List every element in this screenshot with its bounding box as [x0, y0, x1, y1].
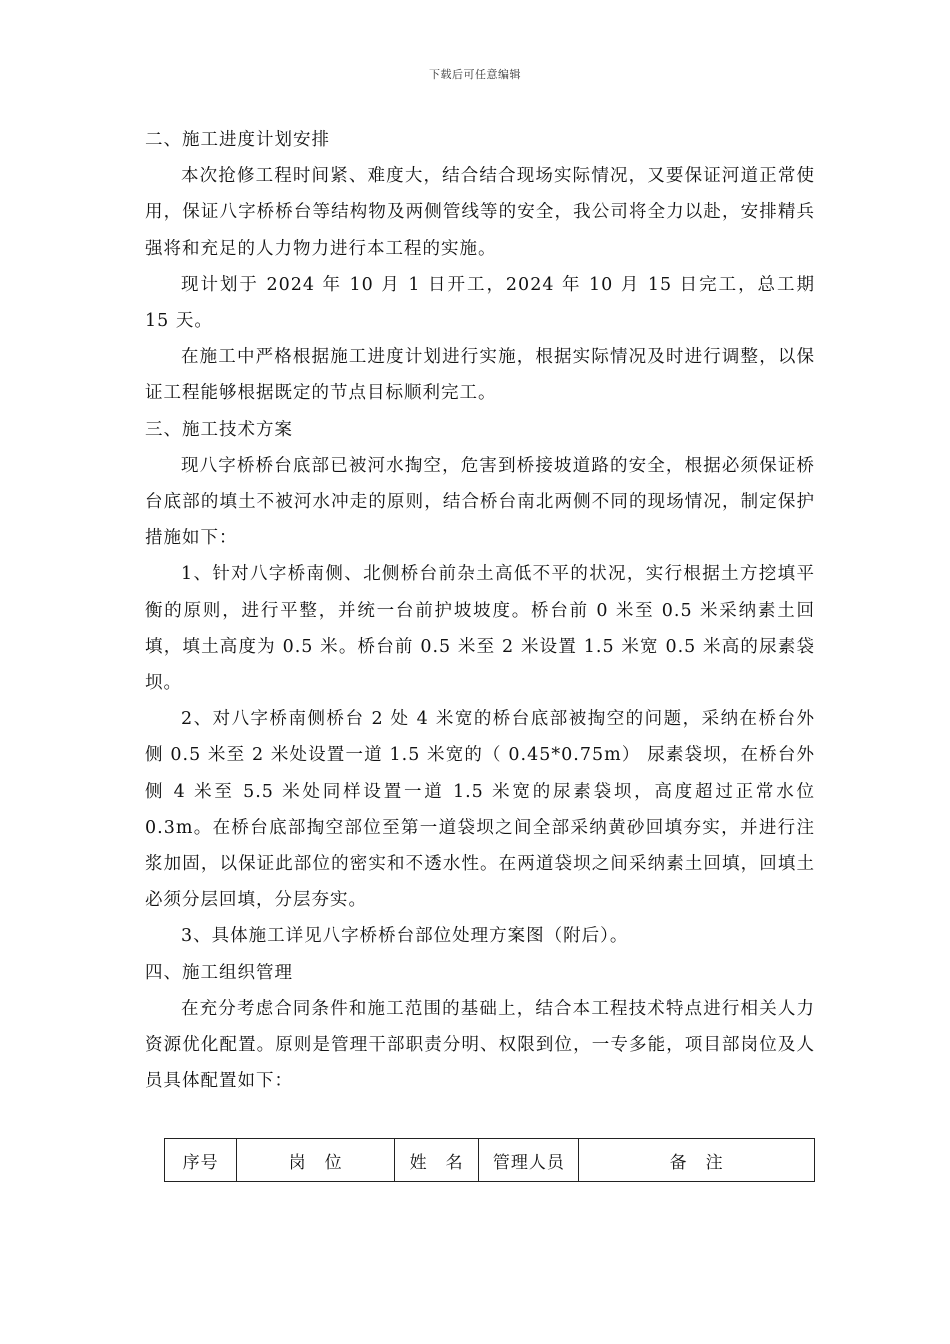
table-header-cell-index: 序号 — [165, 1139, 237, 1182]
paragraph: 3、具体施工详见八字桥桥台部位处理方案图（附后）。 — [181, 926, 629, 947]
paragraph: 在施工中严格根据施工进度计划进行实施，根据实际情况及时进行调整，以保证工程能够根据既定的节点目标顺利完工。 — [145, 347, 815, 404]
paragraph: 在充分考虑合同条件和施工范围的基础上，结合本工程技术特点进行相关人力资源优化配置。原则是管理干部职责分明、权限到位，一专多能，项目部岗位及人员具体配置如下： — [145, 998, 815, 1092]
paragraph: 1、针对八字桥南侧、北侧桥台前杂土高低不平的状况，实行根据土方挖填平衡的原则，进行平整，并统一台前护坡坡度。桥台前 0 米至 0.5 米采纳素土回填，填土高度为 0.5 米。桥台前 0.5 米至 2 米设置 1.5 米宽 0.5 米高的尿素袋坝。 — [145, 564, 815, 694]
table-header-cell-remarks: 备 注 — [579, 1139, 815, 1182]
document-body — [145, 122, 815, 1099]
section-heading-technical-plan: 三、施工技术方案 — [145, 419, 293, 440]
page-header-note: 下载后可任意编辑 — [429, 68, 521, 81]
paragraph: 2、对八字桥南侧桥台 2 处 4 米宽的桥台底部被掏空的问题，采纳在桥台外侧 0.5 米至 2 米处设置一道 1.5 米宽的（ 0.45*0.75m） 尿素袋坝，在桥台外侧 4 米至 5.5 米处同样设置一道 1.5 米宽的尿素袋坝，高度超过正常水位 0.3m。在桥台底部掏空部位至第一道袋坝之间全部采纳黄砂回填夯实，并进行注浆加固，以保证此部位的密实和不透水性。在两道袋坝之间采纳素土回填，回填土必须分层回填，分层夯实。 — [145, 709, 815, 911]
paragraph: 现计划于 2024 年 10 月 1 日开工，2024 年 10 月 15 日完工，总工期 15 天。 — [145, 274, 815, 332]
staff-table — [164, 1138, 815, 1182]
table-header-cell-manager: 管理人员 — [479, 1139, 579, 1182]
paragraph: 现八字桥桥台底部已被河水掏空，危害到桥接坡道路的安全，根据必须保证桥台底部的填土不被河水冲走的原则，结合桥台南北两侧不同的现场情况，制定保护措施如下： — [145, 455, 815, 549]
table-header-cell-post: 岗 位 — [237, 1139, 395, 1182]
table-header-cell-name: 姓 名 — [394, 1139, 478, 1182]
section-heading-organization: 四、施工组织管理 — [145, 962, 293, 983]
section-heading-schedule: 二、施工进度计划安排 — [145, 130, 330, 150]
table-header-row — [165, 1139, 815, 1182]
paragraph: 本次抢修工程时间紧、难度大，结合结合现场实际情况，又要保证河道正常使用，保证八字桥桥台等结构物及两侧管线等的安全，我公司将全力以赴，安排精兵强将和充足的人力物力进行本工程的实施。 — [145, 166, 815, 259]
